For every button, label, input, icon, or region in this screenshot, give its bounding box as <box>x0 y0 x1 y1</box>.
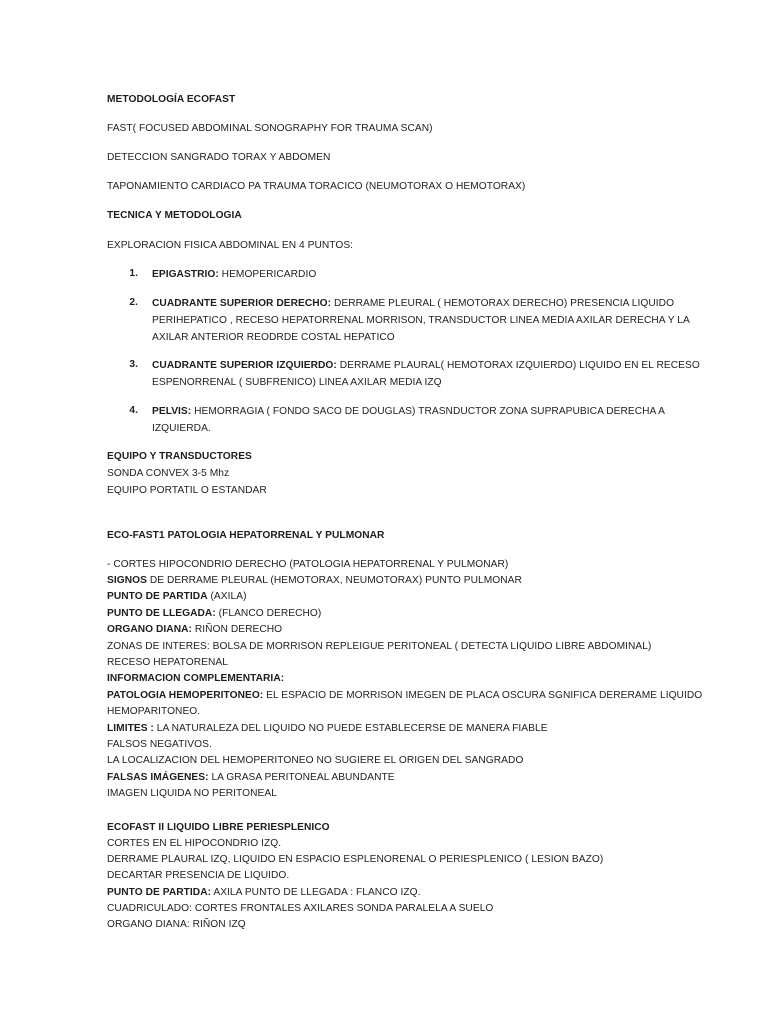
equipo-line: EQUIPO PORTATIL O ESTANDAR <box>107 485 267 496</box>
ecofast1-hemoperitoneo <box>107 689 702 702</box>
taponamiento-line: TAPONAMIENTO CARDIACO PA TRAUMA TORACICO (NEUMOTORAX O HEMOTORAX) <box>107 181 526 192</box>
field-text: RIÑON DERECHO <box>191 624 283 635</box>
exploracion-line: EXPLORACION FISICA ABDOMINAL EN 4 PUNTOS: <box>107 240 354 251</box>
list-item-text: AXILAR ANTERIOR REODRDE COSTAL HEPATICO <box>152 332 395 343</box>
list-number: 4. <box>129 405 138 416</box>
ecofast1-localizacion: LA LOCALIZACION DEL HEMOPERITONEO NO SUGIERE EL ORIGEN DEL SANGRADO <box>107 755 524 766</box>
ecofast1-signos <box>107 574 522 587</box>
ecofast1-limites <box>107 722 548 735</box>
ecofast2-heading: ECOFAST II LIQUIDO LIBRE PERIESPLENICO <box>107 822 330 833</box>
field-text: LA NATURALEZA DEL LIQUIDO NO PUEDE ESTABLECERSE DE MANERA FIABLE <box>153 723 548 734</box>
field-label: LIMITES : <box>107 723 154 734</box>
ecofast1-cortes: - CORTES HIPOCONDRIO DERECHO (PATOLOGIA HEPATORRENAL Y PULMONAR) <box>107 559 509 570</box>
list-item <box>152 268 316 281</box>
ecofast1-punto-partida <box>107 590 247 603</box>
ecofast2-cortes: CORTES EN EL HIPOCONDRIO IZQ. <box>107 838 282 849</box>
ecofast1-falsas-imagenes <box>107 771 395 784</box>
equipo-heading: EQUIPO Y TRANSDUCTORES <box>107 451 252 462</box>
list-item-text: DERRAME PLEURAL ( HEMOTORAX DERECHO) PRESENCIA LIQUIDO <box>331 298 675 309</box>
ecofast1-falsos-negativos: FALSOS NEGATIVOS. <box>107 739 212 750</box>
field-text: LA GRASA PERITONEAL ABUNDANTE <box>208 772 395 783</box>
list-item <box>152 405 665 418</box>
ecofast1-organo-diana <box>107 623 282 636</box>
list-item-label: CUADRANTE SUPERIOR IZQUIERDO: <box>152 360 337 371</box>
field-label: ORGANO DIANA: <box>107 624 192 635</box>
field-text: AXILA PUNTO DE LLEGADA : FLANCO IZQ. <box>211 887 421 898</box>
field-label: FALSAS IMÁGENES: <box>107 772 209 783</box>
list-number: 2. <box>129 297 138 308</box>
list-item-text: PERIHEPATICO , RECESO HEPATORRENAL MORRISON, TRANSDUCTOR LINEA MEDIA AXILAR DERECHA Y LA <box>152 315 690 326</box>
ecofast2-punto-partida <box>107 886 420 899</box>
field-text: EL ESPACIO DE MORRISON IMEGEN DE PLACA OSCURA SGNIFICA DERERAME LIQUIDO <box>263 690 703 701</box>
field-label: PUNTO DE PARTIDA: <box>107 887 212 898</box>
fast-definition: FAST( FOCUSED ABDOMINAL SONOGRAPHY FOR TRAUMA SCAN) <box>107 123 433 134</box>
list-item-label: PELVIS: <box>152 406 192 417</box>
ecofast1-zonas: ZONAS DE INTERES: BOLSA DE MORRISON REPLEIGUE PERITONEAL ( DETECTA LIQUIDO LIBRE ABDOMINAL) <box>107 641 652 652</box>
list-item-label: CUADRANTE SUPERIOR DERECHO: <box>152 298 332 309</box>
list-item-text: ESPENORRENAL ( SUBFRENICO) LINEA AXILAR MEDIA IZQ <box>152 377 442 388</box>
ecofast1-imagen-liquida: IMAGEN LIQUIDA NO PERITONEAL <box>107 788 277 799</box>
list-item-text: HEMOPERICARDIO <box>218 269 317 280</box>
list-item <box>152 297 674 310</box>
deteccion-line: DETECCION SANGRADO TORAX Y ABDOMEN <box>107 152 331 163</box>
field-label: PUNTO DE LLEGADA: <box>107 608 216 619</box>
ecofast1-heading: ECO-FAST1 PATOLOGIA HEPATORRENAL Y PULMONAR <box>107 530 385 541</box>
field-label: PATOLOGIA HEMOPERITONEO: <box>107 690 264 701</box>
list-item-text: IZQUIERDA. <box>152 423 211 434</box>
list-item <box>152 359 700 372</box>
field-label: SIGNOS <box>107 575 147 586</box>
ecofast1-info-heading: INFORMACION COMPLEMENTARIA: <box>107 673 285 684</box>
ecofast1-hemoperitoneo-cont: HEMOPARITONEO. <box>107 706 201 717</box>
list-number: 3. <box>129 359 138 370</box>
field-text: (AXILA) <box>207 591 247 602</box>
list-item-text: DERRAME PLAURAL( HEMOTORAX IZQUIERDO) LIQUIDO EN EL RECESO <box>336 360 700 371</box>
field-text: DE DERRAME PLEURAL (HEMOTORAX, NEUMOTORAX) PUNTO PULMONAR <box>146 575 522 586</box>
tecnica-heading: TECNICA Y METODOLOGIA <box>107 210 242 221</box>
field-label: PUNTO DE PARTIDA <box>107 591 208 602</box>
equipo-line: SONDA CONVEX 3-5 Mhz <box>107 468 230 479</box>
ecofast1-receso: RECESO HEPATORENAL <box>107 657 228 668</box>
field-text: (FLANCO DERECHO) <box>215 608 322 619</box>
ecofast1-punto-llegada <box>107 607 321 620</box>
ecofast2-descartar: DECARTAR PRESENCIA DE LIQUIDO. <box>107 870 290 881</box>
ecofast2-cuadriculado: CUADRICULADO: CORTES FRONTALES AXILARES SONDA PARALELA A SUELO <box>107 903 494 914</box>
ecofast2-organo-diana: ORGANO DIANA: RIÑON IZQ <box>107 919 246 930</box>
list-number: 1. <box>129 268 138 279</box>
document-title: METODOLOGÍA ECOFAST <box>107 94 236 105</box>
list-item-text: HEMORRAGIA ( FONDO SACO DE DOUGLAS) TRASNDUCTOR ZONA SUPRAPUBICA DERECHA A <box>191 406 665 417</box>
list-item-label: EPIGASTRIO: <box>152 269 219 280</box>
ecofast2-derrame: DERRAME PLAURAL IZQ, LIQUIDO EN ESPACIO ESPLENORENAL O PERIESPLENICO ( LESION BAZO) <box>107 854 604 865</box>
